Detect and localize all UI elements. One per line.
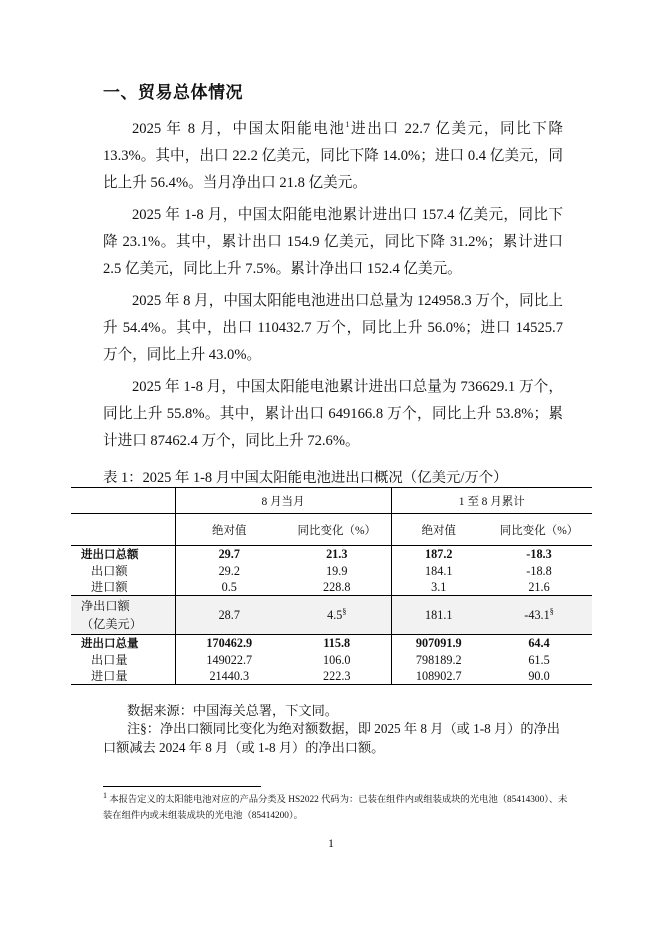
net-cum-yoy-value: -43.1 bbox=[524, 607, 550, 622]
data-source-note: 数据来源：中国海关总署，下文同。 bbox=[127, 703, 338, 718]
footnote-divider bbox=[103, 786, 261, 787]
table-column-header bbox=[71, 514, 592, 546]
paragraph-3: 2025 年 8 月，中国太阳能电池进出口总量为 124958.3 万个，同比上升 54.4%。其中，出口 110432.7 万个，同比上升 56.0%；进口 14525.7 万个，同比上升 43.0%。 bbox=[103, 293, 563, 363]
paragraph-1 bbox=[103, 116, 563, 197]
footnote-mark: 1 bbox=[103, 790, 107, 800]
cell-month-abs: 149022.7 bbox=[175, 652, 283, 668]
table-row bbox=[71, 562, 592, 578]
row-label: 进出口总量 bbox=[81, 636, 139, 651]
cell-month-yoy bbox=[283, 596, 391, 635]
paragraph-2: 2025 年 1-8 月，中国太阳能电池累计进出口 157.4 亿美元，同比下降 23.1%。其中，累计出口 154.9 亿美元，同比下降 31.2%；累计进口 2.5 亿美元，同比上升 7.5%。累计净出口 152.4 亿美元。 bbox=[103, 207, 563, 277]
table-row bbox=[71, 652, 592, 668]
section-heading: 一、贸易总体情况 bbox=[103, 83, 243, 103]
header-blank bbox=[71, 488, 175, 514]
footnote bbox=[103, 792, 573, 824]
cell-cum-abs: 181.1 bbox=[391, 596, 486, 635]
net-month-yoy-value: 4.5 bbox=[327, 607, 343, 622]
cell-cum-yoy: 61.5 bbox=[528, 652, 550, 667]
cell-cum-abs: 187.2 bbox=[391, 546, 486, 563]
cell-cum-yoy: -18.3 bbox=[526, 547, 552, 562]
cell-month-abs: 21440.3 bbox=[175, 668, 283, 685]
trade-summary-table bbox=[71, 487, 592, 685]
table-row bbox=[71, 546, 592, 563]
cell-cum-abs: 3.1 bbox=[391, 579, 486, 596]
cell-cum-abs: 798189.2 bbox=[391, 652, 486, 668]
paragraph-1-start: 2025 年 8 月，中国太阳能电池 bbox=[132, 121, 346, 137]
header-cumulative: 1 至 8 月累计 bbox=[391, 488, 592, 514]
cell-cum-yoy bbox=[486, 596, 592, 635]
table-group-header bbox=[71, 488, 592, 514]
col-cum-yoy: 同比变化（%） bbox=[486, 514, 592, 546]
section-mark: § bbox=[549, 606, 554, 616]
row-label: 进出口总额 bbox=[81, 547, 139, 562]
cell-month-abs: 28.7 bbox=[175, 596, 283, 635]
row-label: 出口量 bbox=[91, 652, 128, 667]
section-mark: § bbox=[342, 606, 347, 616]
net-label-line2: （亿美元） bbox=[81, 617, 142, 632]
cell-cum-yoy: 21.6 bbox=[528, 579, 550, 594]
table-row-net-export bbox=[71, 596, 592, 635]
cell-cum-abs: 907091.9 bbox=[391, 635, 486, 652]
cell-month-yoy: 115.8 bbox=[323, 636, 351, 651]
header-blank-2 bbox=[71, 514, 175, 546]
cell-cum-abs: 184.1 bbox=[391, 562, 486, 578]
col-month-yoy: 同比变化（%） bbox=[283, 514, 391, 546]
table-caption: 表 1：2025 年 1-8 月中国太阳能电池进出口概况（亿美元/万个） bbox=[103, 470, 508, 486]
cell-cum-yoy: 90.0 bbox=[486, 668, 592, 685]
cell-month-yoy: 106.0 bbox=[323, 652, 351, 667]
col-month-abs: 绝对值 bbox=[175, 514, 283, 546]
cell-cum-yoy: 64.4 bbox=[528, 636, 550, 651]
cell-month-yoy: 228.8 bbox=[323, 579, 351, 594]
table-row bbox=[71, 579, 592, 596]
paragraph-4: 2025 年 1-8 月，中国太阳能电池累计进出口总量为 736629.1 万个，同比上升 55.8%。其中，累计出口 649166.8 万个，同比上升 53.8%；累计进口 87462.4 万个，同比上升 72.6%。 bbox=[103, 379, 563, 449]
net-label-line1: 净出口额 bbox=[81, 599, 130, 614]
cell-month-abs: 29.7 bbox=[175, 546, 283, 563]
paragraph-1-rest: 进出口 22.7 亿美元，同比下降 13.3%。其中，出口 22.2 亿美元，同比下降 14.0%；进口 0.4 亿美元，同比上升 56.4%。当月净出口 21.8 亿美元。 bbox=[103, 121, 563, 191]
footnote-text: 本报告定义的太阳能电池对应的产品分类及 HS2022 代码为：已装在组件内或组装成块的光电池（85414300）、未装在组件内或未组装成块的光电池（85414200）。 bbox=[103, 795, 568, 821]
header-month: 8 月当月 bbox=[175, 488, 391, 514]
cell-cum-abs: 108902.7 bbox=[391, 668, 486, 685]
table-row bbox=[71, 635, 592, 652]
cell-month-yoy: 21.3 bbox=[326, 547, 348, 562]
cell-cum-yoy: -18.8 bbox=[526, 563, 552, 578]
table-note: 注§：净出口额同比变化为绝对额数据，即 2025 年 8 月（或 1-8 月）的净出口额减去 2024 年 8 月（或 1-8 月）的净出口额。 bbox=[103, 721, 560, 755]
cell-month-abs: 29.2 bbox=[175, 562, 283, 578]
col-cum-abs: 绝对值 bbox=[391, 514, 486, 546]
footnote-ref[interactable]: 1 bbox=[345, 120, 350, 130]
cell-month-yoy: 19.9 bbox=[326, 563, 348, 578]
row-label bbox=[71, 596, 175, 635]
row-label: 进口额 bbox=[91, 579, 128, 594]
cell-month-yoy: 222.3 bbox=[283, 668, 391, 685]
row-label: 进口量 bbox=[71, 668, 175, 685]
row-label: 出口额 bbox=[91, 563, 128, 578]
page-number: 1 bbox=[328, 836, 334, 850]
cell-month-abs: 0.5 bbox=[175, 579, 283, 596]
cell-month-abs: 170462.9 bbox=[175, 635, 283, 652]
table-row bbox=[71, 668, 592, 685]
